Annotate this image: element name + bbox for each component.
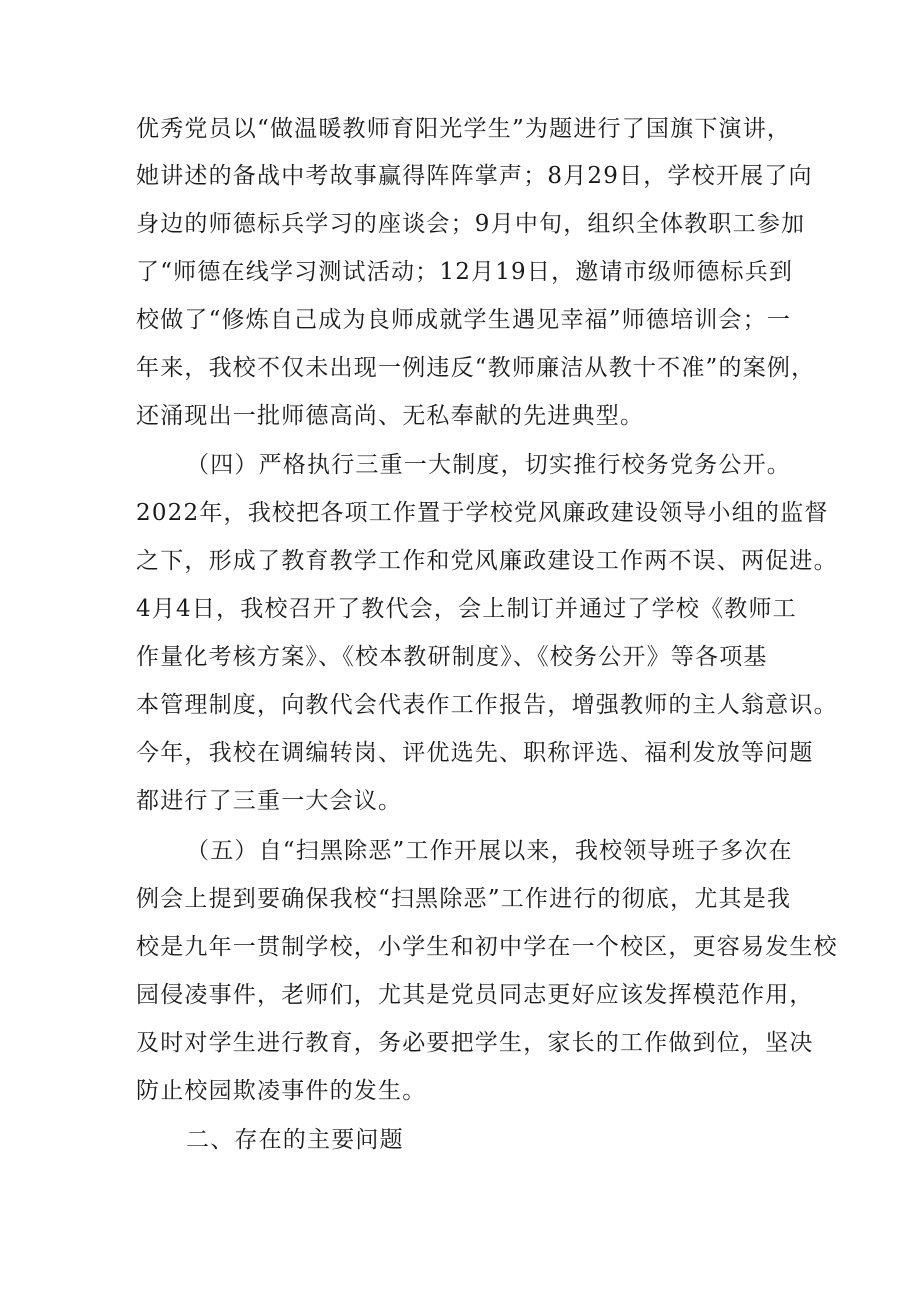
text-line: 4月4日，我校召开了教代会，会上制订并通过了学校《教师工 (136, 596, 797, 622)
text-line: 今年，我校在调编转岗、评优选先、职称评选、福利发放等问题 (136, 740, 814, 766)
paragraph-heading-5: （五）自“扫黑除恶”工作开展以来，我校领导班子多次在 (186, 838, 793, 864)
text-line: 本管理制度，向教代会代表作工作报告，增强教师的主人翁意识。 (136, 692, 838, 718)
text-line: 校是九年一贯制学校，小学生和初中学在一个校区，更容易发生校 (136, 934, 838, 960)
text-line: 作量化考核方案》、《校本教研制度》、《校务公开》等各项基 (136, 644, 768, 670)
text-line: 防止校园欺凌事件的发生。 (136, 1078, 427, 1104)
text-line: 例会上提到要确保我校“扫黑除恶”工作进行的彻底，尤其是我 (136, 886, 792, 912)
text-line: 都进行了三重一大会议。 (136, 788, 403, 814)
text-line: 优秀党员以“做温暖教师育阳光学生”为题进行了国旗下演讲， (136, 116, 792, 142)
text-line: 身边的师德标兵学习的座谈会；9月中旬，组织全体教职工参加 (136, 211, 806, 237)
text-line: 及时对学生进行教育，务必要把学生，家长的工作做到位，坚决 (136, 1030, 814, 1056)
section-heading: 二、存在的主要问题 (186, 1127, 404, 1153)
paragraph-heading-4: （四）严格执行三重一大制度，切实推行校务党务公开。 (186, 452, 791, 478)
text-line: 2022年，我校把各项工作置于学校党风廉政建设领导小组的监督 (136, 500, 829, 526)
text-line: 年来，我校不仅未出现一例违反“教师廉洁从教十不准”的案例， (136, 355, 816, 381)
text-line: 校做了“修炼自己成为良师成就学生遇见幸福”师德培训会；一 (136, 307, 792, 333)
text-line: 了“师德在线学习测试活动；12月19日，邀请市级师德标兵到 (136, 259, 794, 285)
text-line: 园侵凌事件，老师们，尤其是党员同志更好应该发挥模范作用， (136, 982, 814, 1008)
text-line: 还涌现出一批师德高尚、无私奉献的先进典型。 (136, 403, 645, 429)
text-line: 之下，形成了教育教学工作和党风廉政建设工作两不误、两促进。 (136, 548, 838, 574)
text-line: 她讲述的备战中考故事赢得阵阵掌声；8月29日，学校开展了向 (136, 163, 813, 189)
